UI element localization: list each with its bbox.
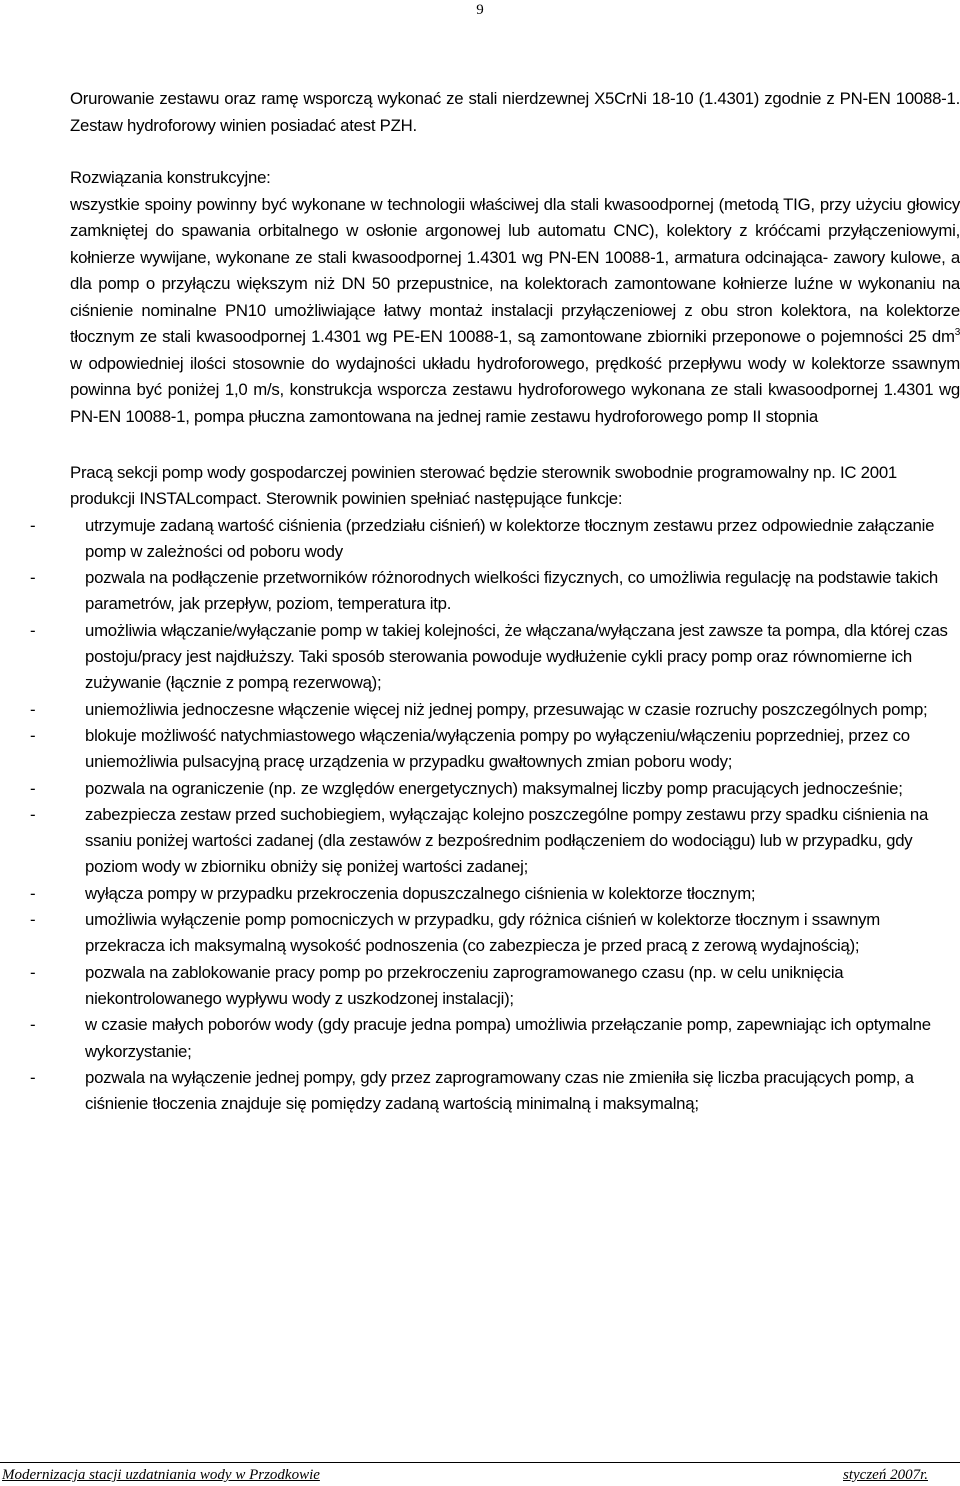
list-item-text: w czasie małych poborów wody (gdy pracuje jedna pompa) umożliwia przełączanie pomp, zapewniając ich optymalne wykorzystanie; xyxy=(85,1015,931,1061)
controller-functions-list xyxy=(30,513,960,1118)
paragraph-controller: Pracą sekcji pomp wody gospodarczej powinien sterować będzie sterownik swobodnie programowalny np. IC 2001 produkcji INSTALcompact. Sterownik powinien spełniać następujące funkcje: xyxy=(70,463,898,509)
list-item-text: utrzymuje zadaną wartość ciśnienia (przedziału ciśnień) w kolektorze tłocznym zestawu przez odpowiednie załączanie pomp w zależności od poboru wody xyxy=(85,515,935,561)
page-footer xyxy=(0,1462,960,1483)
construction-heading: Rozwiązania konstrukcyjne: xyxy=(70,168,271,187)
list-item xyxy=(30,802,960,881)
list-item-text: pozwala na ograniczenie (np. ze względów energetycznych) maksymalnej liczby pomp pracujących jednocześnie; xyxy=(85,778,903,798)
list-item xyxy=(30,723,960,776)
bullet-dash: - xyxy=(30,778,36,798)
list-item xyxy=(30,881,960,907)
list-item xyxy=(30,960,960,1013)
bullet-dash: - xyxy=(30,962,36,982)
footer-project-title: Modernizacja stacji uzdatniania wody w Przodkowie xyxy=(2,1467,320,1483)
construction-text-part1: wszystkie spoiny powinny być wykonane w technologii właściwej dla stali kwasoodpornej (metodą TIG, przy użyciu głowicy zamkniętej do spawania orbitalnego w osłonie argonowej lub automatu CNC), kolektory z króćcami przyłączeniowymi, kołnierze wywijane, wykonane ze stali kwasoodpornej 1.4301 wg PN-EN 10088-1, armatura odcinająca- zawory kulowe, a dla pomp o przyłączu większym niż DN 50 przepustnice, na kolektorach zamontowane kołnierze luźne w wykonaniu na ciśnienie nominalne PN10 umożliwiające łatwy montaż instalacji przyłączeniowej z obu stron kolektora, na kolektorze tłocznym ze stali kwasoodpornej 1.4301 wg PE-EN 10088-1, są zamontowane zbiorniki przeponowe o pojemności 25 dm xyxy=(70,194,960,346)
list-item-text: wyłącza pompy w przypadku przekroczenia dopuszczalnego ciśnienia w kolektorze tłocznym; xyxy=(85,883,756,903)
bullet-dash: - xyxy=(30,883,36,903)
list-item xyxy=(30,1065,960,1118)
construction-text-part2: w odpowiedniej ilości stosownie do wydajności układu hydroforowego, prędkość przepływu wody w kolektorze ssawnym powinna być poniżej 1,0 m/s, konstrukcja wsporcza zestawu hydroforowego wykonana ze stali kwasoodpornej 1.4301 wg PN-EN 10088-1, pompa płuczna zamontowana na jednej ramie zestawu hydroforowego pomp II stopnia xyxy=(70,353,960,426)
bullet-dash: - xyxy=(30,1067,36,1087)
bullet-dash: - xyxy=(30,804,36,824)
superscript-cubic: 3 xyxy=(954,327,960,338)
bullet-dash: - xyxy=(30,515,36,535)
document-body xyxy=(30,86,960,1117)
footer-date: styczeń 2007r. xyxy=(843,1467,928,1483)
list-item-text: uniemożliwia jednoczesne włączenie więcej niż jednej pompy, przesuwając w czasie rozruchy poszczególnych pomp; xyxy=(85,699,928,719)
bullet-dash: - xyxy=(30,910,36,930)
list-item-text: blokuje możliwość natychmiastowego włączenia/wyłączenia pompy po wyłączeniu/włączeniu poprzedniej, przez co uniemożliwia pulsacyjną pracę urządzenia w przypadku gwałtownych zmian poboru wody; xyxy=(85,725,910,772)
list-item-text: pozwala na podłączenie przetworników różnorodnych wielkości fizycznych, co umożliwia regulację na podstawie takich parametrów, jak przepływ, poziom, temperatura itp. xyxy=(85,568,938,614)
bullet-dash: - xyxy=(30,725,36,745)
paragraph-construction xyxy=(70,165,960,430)
bullet-dash: - xyxy=(30,620,36,640)
list-item-text: pozwala na wyłączenie jednej pompy, gdy przez zaprogramowany czas nie zmieniła się liczba pracujących pomp, a ciśnienie tłoczenia znajduje się pomiędzy zadaną wartością minimalną i maksymalną; xyxy=(85,1067,914,1114)
list-item xyxy=(30,618,960,697)
list-item xyxy=(30,1012,960,1065)
list-item-text: zabezpiecza zestaw przed suchobiegiem, wyłączając kolejno poszczególne pompy zestawu przy spadku ciśnienia na ssaniu poniżej wartości zadanej (dla zestawów z bezpośrednim podłączeniem do wodociągu) lub w przypadku, gdy poziom wody w zbiorniku obniży się poniżej wartości zadanej; xyxy=(85,804,929,877)
page-number: 9 xyxy=(476,2,484,18)
list-item xyxy=(30,513,960,566)
list-item-text: umożliwia wyłączenie pomp pomocniczych w przypadku, gdy różnica ciśnień w kolektorze tłocznym i ssawnym przekracza ich maksymalną wysokość podnoszenia (co zabezpiecza je przed pracą z zerową wydajnością); xyxy=(85,910,880,956)
list-item xyxy=(30,565,960,618)
list-item xyxy=(30,907,960,960)
paragraph-piping: Orurowanie zestawu oraz ramę wsporczą wykonać ze stali nierdzewnej X5CrNi 18-10 (1.4301) zgodnie z PN-EN 10088-1. Zestaw hydroforowy winien posiadać atest PZH. xyxy=(70,89,960,135)
list-item-text: pozwala na zablokowanie pracy pomp po przekroczeniu zaprogramowanego czasu (np. w celu uniknięcia niekontrolowanego wypływu wody z uszkodzonej instalacji); xyxy=(85,962,844,1008)
bullet-dash: - xyxy=(30,699,36,719)
list-item xyxy=(30,697,960,723)
bullet-dash: - xyxy=(30,1015,36,1035)
construction-text xyxy=(70,192,960,431)
list-item-text: umożliwia włączanie/wyłączanie pomp w takiej kolejności, że włączana/wyłączana jest zawsze ta pompa, dla której czas postoju/pracy jest najdłuższy. Taki sposób sterowania powoduje wydłużenie cykli pracy pomp oraz równomierne ich zużywanie (łącznie z pompą rezerwową); xyxy=(85,620,948,693)
list-item xyxy=(30,776,960,802)
bullet-dash: - xyxy=(30,568,36,588)
